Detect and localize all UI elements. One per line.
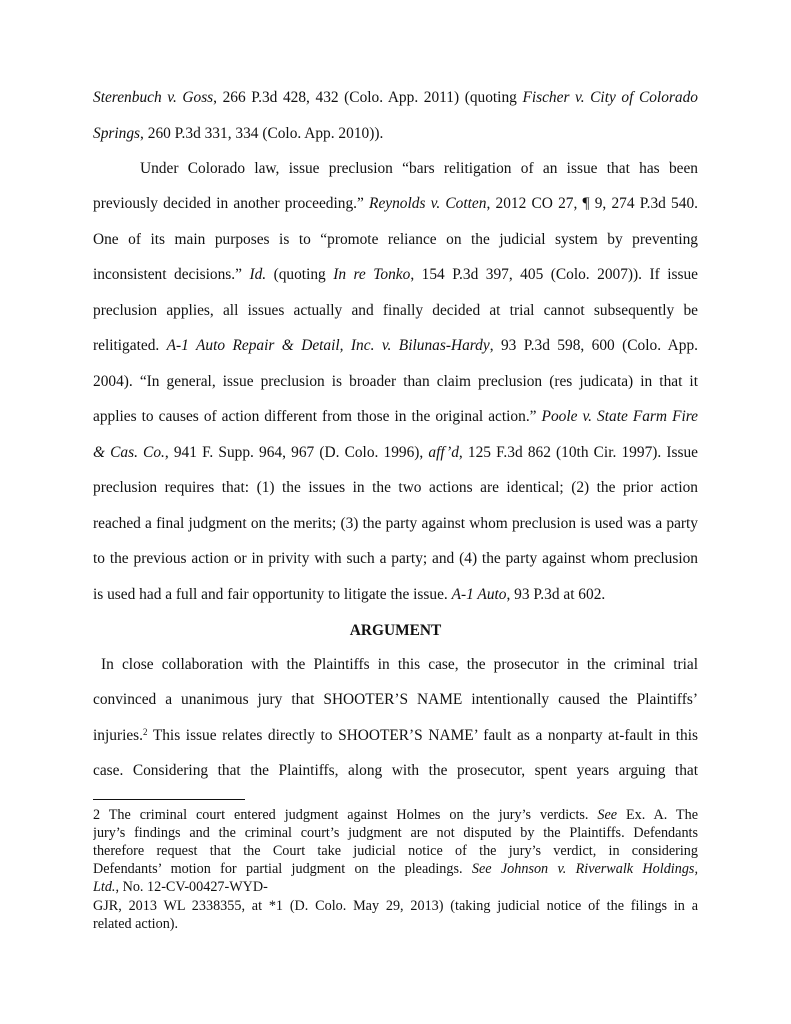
body-line: & Cas. Co., 941 F. Supp. 964, 967 (D. Colo. 1996), aff’d, 125 F.3d 862 (10th Cir. 1997). Issue bbox=[93, 444, 698, 461]
body-line: inconsistent decisions.” Id. (quoting In re Tonko, 154 P.3d 397, 405 (Colo. 2007)). If issue bbox=[93, 266, 698, 283]
footnote-line: therefore request that the Court take judicial notice of the jury’s verdict, in considering bbox=[93, 843, 698, 859]
body-line: relitigated. A-1 Auto Repair & Detail, Inc. v. Bilunas-Hardy, 93 P.3d 598, 600 (Colo. App. bbox=[93, 337, 698, 354]
body-line: reached a final judgment on the merits; (3) the party against whom preclusion is used was a party bbox=[93, 515, 698, 532]
body-line: case. Considering that the Plaintiffs, along with the prosecutor, spent years arguing that bbox=[93, 762, 698, 779]
footnote-separator bbox=[93, 799, 245, 800]
body-line: preclusion requires that: (1) the issues in the two actions are identical; (2) the prior action bbox=[93, 479, 698, 496]
body-line: Sterenbuch v. Goss, 266 P.3d 428, 432 (Colo. App. 2011) (quoting Fischer v. City of Colorado bbox=[93, 89, 698, 106]
body-line: to the previous action or in privity with such a party; and (4) the party against whom preclusion bbox=[93, 550, 698, 567]
footnote-line: GJR, 2013 WL 2338355, at *1 (D. Colo. May 29, 2013) (taking judicial notice of the filings in a bbox=[93, 898, 698, 914]
body-line: is used had a full and fair opportunity to litigate the issue. A-1 Auto, 93 P.3d at 602. bbox=[93, 586, 606, 603]
footnote-line: Ltd., No. 12-CV-00427-WYD- bbox=[93, 879, 268, 895]
body-line: previously decided in another proceeding.” Reynolds v. Cotten, 2012 CO 27, ¶ 9, 274 P.3d 540. bbox=[93, 195, 698, 212]
footnote-line: 2 The criminal court entered judgment against Holmes on the jury’s verdicts. See Ex. A. The bbox=[93, 807, 698, 823]
body-line: 2004). “In general, issue preclusion is broader than claim preclusion (res judicata) in that it bbox=[93, 373, 698, 390]
body-line: preclusion applies, all issues actually and finally decided at trial cannot subsequently be bbox=[93, 302, 698, 319]
body-line: injuries.$^2$ This issue relates directly to SHOOTER’S NAME’ fault as a nonparty at-fault in this bbox=[93, 727, 698, 744]
body-line: applies to causes of action different from those in the original action.” Poole v. State Farm Fire bbox=[93, 408, 698, 425]
footnote-line: jury’s findings and the criminal court’s judgment are not disputed by the Plaintiffs. Defendants bbox=[93, 825, 698, 841]
footnote-line: Defendants’ motion for partial judgment on the pleadings. See Johnson v. Riverwalk Holdings, bbox=[93, 861, 698, 877]
section-heading: ARGUMENT bbox=[349, 622, 442, 639]
body-line: convinced a unanimous jury that SHOOTER’S NAME intentionally caused the Plaintiffs’ bbox=[93, 691, 698, 708]
body-line: Under Colorado law, issue preclusion “bars relitigation of an issue that has been bbox=[140, 160, 698, 177]
body-line: One of its main purposes is to “promote reliance on the judicial system by preventing bbox=[93, 231, 698, 248]
body-line: In close collaboration with the Plaintiffs in this case, the prosecutor in the criminal trial bbox=[101, 656, 698, 673]
footnote-line: related action). bbox=[93, 916, 179, 932]
body-line: Springs, 260 P.3d 331, 334 (Colo. App. 2010)). bbox=[93, 125, 384, 142]
footnote-ref: 2 bbox=[143, 727, 148, 737]
